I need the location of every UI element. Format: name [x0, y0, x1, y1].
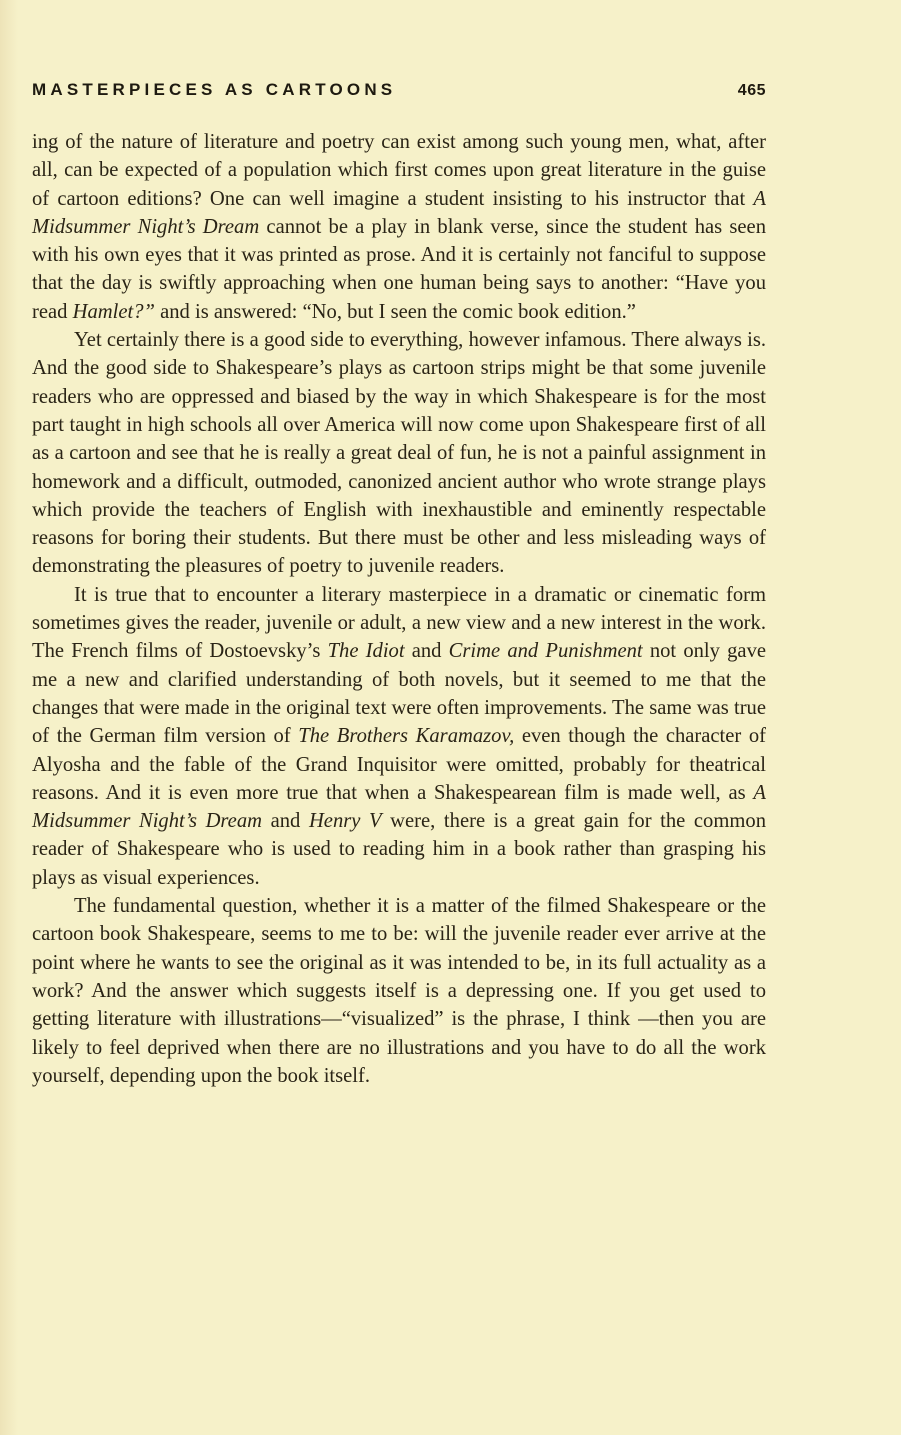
italic-title: A Midsummer Night’s Dream	[32, 187, 766, 238]
paragraph	[32, 892, 766, 1090]
text-run: were, there is a great gain for the common reader of Shakespeare who is used to reading him in a book rather than grasping his plays as visual experiences.	[32, 810, 766, 889]
text-run: It is true that to encounter a literary masterpiece in a dramatic or cinematic form sometimes gives the reader, juvenile or adult, a new view and a new interest in the work. The French films of Dostoevsky’s	[32, 583, 766, 663]
italic-title: The Idiot	[327, 640, 405, 663]
italic-title: A Midsummer Night’s Dream	[32, 781, 766, 833]
paragraph	[32, 128, 766, 326]
paragraph	[32, 581, 766, 892]
italic-title: Henry V	[308, 810, 382, 833]
italic-title: Crime and Punishment	[448, 640, 643, 663]
paragraph	[32, 326, 766, 581]
italic-title: The Brothers Karamazov,	[298, 725, 515, 748]
text-run: ing of the nature of literature and poetry can exist among such young men, what, after all, can be expected of a population which first comes upon great literature in the guise of cartoon editions? One can well imagine a student insisting to his instructor that	[32, 131, 766, 210]
text-run: Yet certainly there is a good side to everything, however infamous. There always is. And the good side to Shakespeare’s plays as cartoon strips might be that some juvenile readers who are oppressed and biased by the way in which Shakespeare is for the most part taught in high schools all over America will now come upon Shakespeare first of all as a cartoon and see that he is really a great deal of fun, he is not a painful assignment in homework and a difficult, outmoded, canonized ancient author who wrote strange plays which provide the teachers of English with inexhaustible and eminently respectable reasons for boring their students. But there must be other and less misleading ways of demonstrating the pleasures of poetry to juvenile readers.	[32, 329, 766, 578]
text-run: and	[404, 640, 449, 663]
running-head	[32, 80, 766, 100]
italic-title: Hamlet?”	[72, 300, 155, 323]
page-number: 465	[737, 82, 766, 99]
text-run: and is answered: “No, but I seen the comic book edition.”	[154, 300, 636, 323]
text-run: and	[262, 810, 309, 833]
running-title: MASTERPIECES AS CARTOONS	[32, 80, 397, 99]
text-run: The fundamental question, whether it is a matter of the filmed Shakespeare or the cartoon book Shakespeare, seems to me to be: will the juvenile reader ever arrive at the point where he wants to see the original as it was intended to be, in its full actuality as a work? And the answer which suggests itself is a depressing one. If you get used to getting literature with illustrations—“visualized” is the phrase, I think —then you are likely to feel deprived when there are no illustrations and you have to do all the work yourself, depending upon the book itself.	[32, 895, 766, 1087]
text-run: even though the character of Alyosha and the fable of the Grand Inquisitor were omitted, probably for theatrical reasons. And it is even more true that when a Shakespearean film is made well, as	[32, 725, 766, 804]
body-text	[32, 128, 766, 1090]
text-run: cannot be a play in blank verse, since the student has seen with his own eyes that it was printed as prose. And it is certainly not fanciful to suppose that the day is swiftly approaching when one human being says to another: “Have you read	[32, 215, 766, 323]
text-run: not only gave me a new and clarified understanding of both novels, but it seemed to me that the changes that were made in the original text were often improvements. The same was true of the German film version of	[32, 640, 767, 748]
